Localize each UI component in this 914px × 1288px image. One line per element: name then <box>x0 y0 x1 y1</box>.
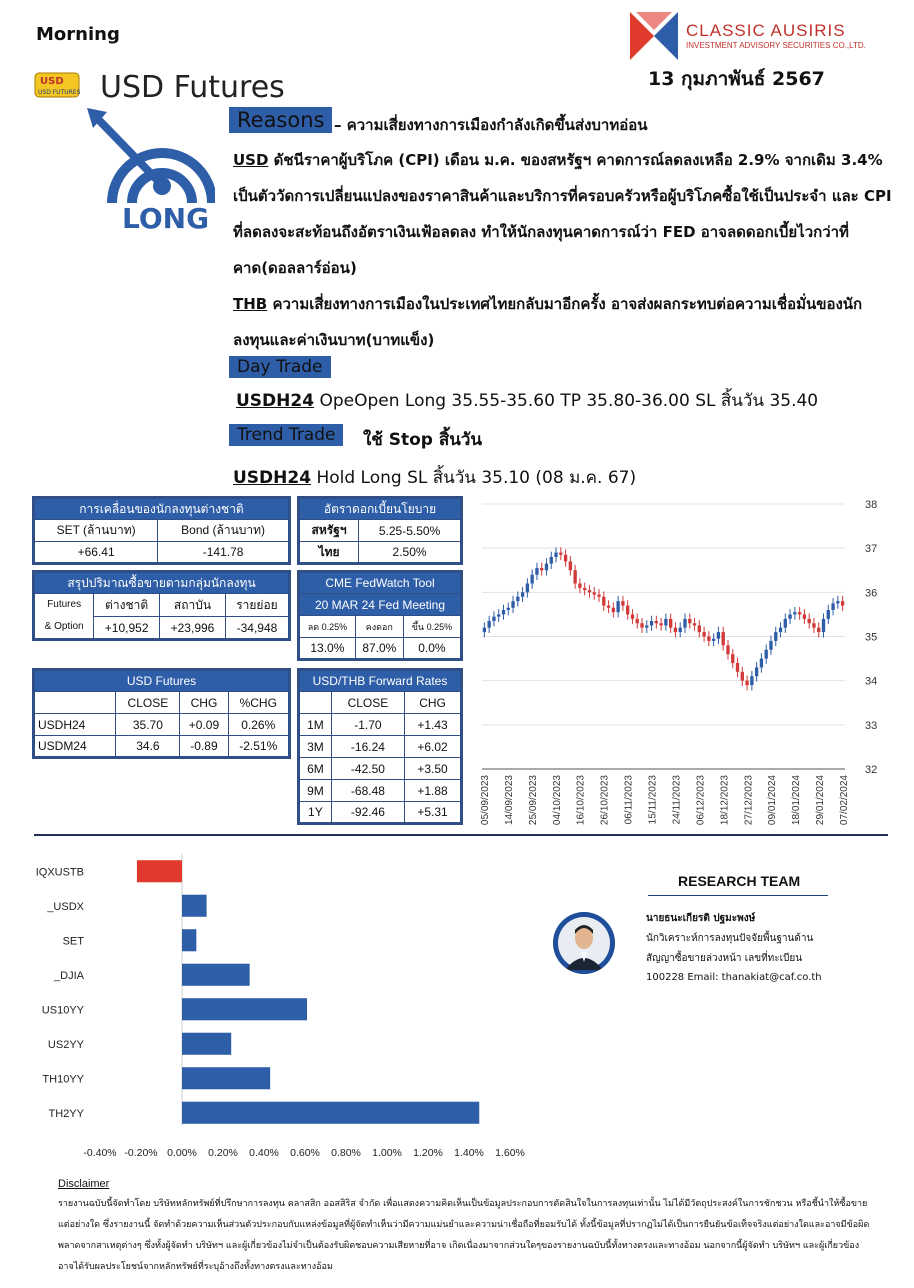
bar-chart-bar <box>182 929 196 951</box>
candle-body <box>502 610 505 614</box>
candle-body <box>650 621 653 625</box>
foreign-flow-value: +66.41 <box>34 542 158 564</box>
table-row <box>299 714 462 736</box>
candle-body <box>530 575 533 584</box>
foreign-flow-value: -141.78 <box>158 542 290 564</box>
forward-rates-chg: +3.50 <box>405 758 462 780</box>
bar-chart-category-label: IQXUSTB <box>35 866 84 879</box>
foreign-flow-header: SET (ล้านบาท) <box>34 520 158 542</box>
researcher-name: นายธนะเกียรติ ปฐมะพงษ์ <box>646 913 756 924</box>
forward-rates-tenor: 1Y <box>299 802 332 824</box>
chart-x-tick-label: 06/12/2023 <box>695 775 707 826</box>
candle-body <box>683 619 686 628</box>
candle-body <box>707 637 710 641</box>
bar-chart-bar <box>182 1033 231 1055</box>
candle-body <box>726 645 729 654</box>
researcher-role: นักวิเคราะห์การลงทุนปัจจัยพื้นฐานด้าน <box>646 933 814 944</box>
usd-futures-close: 35.70 <box>116 714 180 736</box>
bar-chart-bar <box>182 895 207 917</box>
avatar <box>553 912 615 974</box>
candle-body <box>578 584 581 588</box>
forward-rates-chg: +1.43 <box>405 714 462 736</box>
candle-body <box>545 564 548 571</box>
investor-summary-value: -34,948 <box>225 617 289 640</box>
bar-chart-x-tick-label: 0.80% <box>331 1147 361 1159</box>
fedwatch-table <box>297 570 463 661</box>
report-date: 13 กุมภาพันธ์ 2567 <box>648 68 825 90</box>
trend-trade-text: Hold Long SL สิ้นวัน 35.10 (08 ม.ค. 67) <box>311 468 637 488</box>
bar-chart-category-label: TH2YY <box>48 1107 84 1120</box>
forward-rates-tenor: 9M <box>299 780 332 802</box>
usd-futures-symbol: USDM24 <box>34 736 116 758</box>
thb-reason-paragraph <box>233 286 893 358</box>
candle-body <box>722 632 725 645</box>
candle-body <box>621 601 624 605</box>
candle-body <box>808 619 811 623</box>
chart-x-tick-label: 14/09/2023 <box>503 775 515 826</box>
fedwatch-header: คงดอก <box>355 616 403 638</box>
candle-body <box>487 621 490 628</box>
candle-body <box>798 612 801 614</box>
chart-x-tick-label: 15/11/2023 <box>647 775 659 825</box>
usd-futures-pctchg: 0.26% <box>228 714 289 736</box>
bar-chart-bar <box>182 964 250 986</box>
candle-body <box>702 632 705 636</box>
fedwatch-value: 13.0% <box>299 638 356 660</box>
investor-summary-header: ต่างชาติ <box>94 594 160 617</box>
candle-body <box>559 553 562 555</box>
investor-summary-row-label-1: Futures <box>47 599 82 610</box>
chart-y-tick-label: 33 <box>865 719 878 732</box>
chart-x-tick-label: 05/09/2023 <box>480 775 491 826</box>
candle-body <box>827 610 830 619</box>
candle-body <box>659 623 662 625</box>
usd-futures-chg: +0.09 <box>180 714 228 736</box>
investor-summary-title: สรุปปริมาณซื้อขายตามกลุ่มนักลงทุน <box>34 572 290 594</box>
candle-body <box>602 597 605 606</box>
investor-summary-row-label <box>34 594 94 640</box>
candle-body <box>765 650 768 659</box>
forward-rates-tenor: 3M <box>299 736 332 758</box>
candle-body <box>612 608 615 612</box>
candle-body <box>674 628 677 632</box>
researcher-role-2: สัญญาซื้อขายล่วงหน้า เลขที่ทะเบียน <box>646 953 803 964</box>
usd-futures-symbol: USDH24 <box>34 714 116 736</box>
chart-x-tick-label: 18/01/2024 <box>791 775 803 826</box>
candle-body <box>831 603 834 610</box>
bar-chart-bar <box>182 1067 270 1089</box>
usd-futures-header <box>34 692 116 714</box>
forward-rates-close: -92.46 <box>331 802 404 824</box>
usd-futures-badge-icon <box>34 70 80 100</box>
table-row <box>299 780 462 802</box>
fedwatch-value: 87.0% <box>355 638 403 660</box>
fedwatch-header: ลด 0.25% <box>299 616 356 638</box>
candle-body <box>597 595 600 597</box>
forward-rates-header: CLOSE <box>331 692 404 714</box>
bar-chart-category-label: SET <box>62 935 84 948</box>
research-team-title: RESEARCH TEAM <box>678 873 801 889</box>
candle-body <box>569 561 572 570</box>
candle-body <box>593 592 596 594</box>
bar-chart-x-tick-label: 1.20% <box>413 1147 443 1159</box>
day-trade-line <box>236 387 818 414</box>
bar-chart-x-tick-label: 1.40% <box>454 1147 484 1159</box>
candle-body <box>640 623 643 627</box>
foreign-flow-header: Bond (ล้านบาท) <box>158 520 290 542</box>
candle-body <box>741 672 744 681</box>
candle-body <box>626 606 629 615</box>
chart-x-tick-label: 27/12/2023 <box>743 775 755 826</box>
bar-chart-x-tick-label: 1.60% <box>495 1147 525 1159</box>
chart-x-tick-label: 26/10/2023 <box>599 775 611 826</box>
day-trade-tag: Day Trade <box>229 356 331 378</box>
chart-y-tick-label: 35 <box>865 631 878 644</box>
usd-reason-text: ดัชนีราคาผู้บริโภค (CPI) เดือน ม.ค. ของสหรัฐฯ คาดการณ์ลดลงเหลือ 2.9% จากเดิม 3.4% เป็นตัววัดการเปลี่ยนแปลงของราคาสินค้าและบริการที่ครอบครัวหรือผู้บริโภคซื้อใช้เป็นประจำ และ CPI ที่ลดลงจะสะท้อนถึงอัตราเงินเฟ้อลดลง ทำให้นักลงทุนคาดการณ์ว่า FED อาจลดดอกเบี้ยไวกว่าที่คาด(ดอลลาร์อ่อน) <box>233 151 892 277</box>
usd-futures-chg: -0.89 <box>180 736 228 758</box>
usd-futures-header: CLOSE <box>116 692 180 714</box>
bar-chart-x-tick-label: 1.00% <box>372 1147 402 1159</box>
forward-rates-title: USD/THB Forward Rates <box>299 670 462 692</box>
candle-body <box>788 614 791 618</box>
chart-x-tick-label: 04/10/2023 <box>551 775 563 826</box>
chart-x-tick-label: 16/10/2023 <box>575 775 587 826</box>
candle-body <box>836 601 839 603</box>
bar-chart-x-tick-label: 0.20% <box>208 1147 238 1159</box>
researcher-contact: 100228 Email: thanakiat@caf.co.th <box>646 972 822 983</box>
candle-body <box>511 601 514 608</box>
policy-rate-country: ไทย <box>299 542 359 564</box>
candle-body <box>507 608 510 610</box>
investor-summary-row-label-2: & Option <box>44 621 84 632</box>
usd-futures-table <box>32 668 291 759</box>
candle-body <box>573 570 576 583</box>
bar-chart-x-tick-label: 0.60% <box>290 1147 320 1159</box>
usd-candlestick-chart <box>470 492 890 834</box>
trend-trade-tag: Trend Trade <box>229 424 343 446</box>
forward-rates-chg: +6.02 <box>405 736 462 758</box>
usd-futures-table-title: USD Futures <box>34 670 290 692</box>
table-row <box>299 758 462 780</box>
bar-chart-category-label: _DJIA <box>54 969 84 982</box>
day-trade-symbol: USDH24 <box>236 391 315 411</box>
candle-body <box>841 601 844 605</box>
brand-subtitle: INVESTMENT ADVISORY SECURITIES CO.,LTD. <box>686 41 866 50</box>
chart-y-tick-label: 38 <box>865 499 878 511</box>
candle-body <box>526 584 529 593</box>
bar-chart-category-label: _USDX <box>47 900 84 913</box>
candle-body <box>817 628 820 632</box>
usd-futures-header: %CHG <box>228 692 289 714</box>
forward-rates-chg: +5.31 <box>405 802 462 824</box>
reasons-tag: Reasons <box>229 107 332 133</box>
target-icon <box>85 108 215 208</box>
candle-body <box>693 623 696 625</box>
usd-futures-pctchg: -2.51% <box>228 736 289 758</box>
bar-chart-x-tick-label: -0.40% <box>83 1147 117 1159</box>
day-trade-text: OpeOpen Long 35.55-35.60 TP 35.80-36.00 SL สิ้นวัน 35.40 <box>314 391 819 411</box>
candle-body <box>698 625 701 632</box>
policy-rate-table <box>297 496 463 565</box>
candle-body <box>521 592 524 596</box>
forward-rates-close: -42.50 <box>331 758 404 780</box>
candle-body <box>483 628 486 632</box>
candle-body <box>760 659 763 668</box>
usd-reason-paragraph <box>233 142 893 286</box>
chart-x-tick-label: 09/01/2024 <box>767 775 779 826</box>
table-row <box>299 736 462 758</box>
forward-rates-header <box>299 692 332 714</box>
candle-body <box>540 568 543 570</box>
candle-body <box>607 606 610 608</box>
candle-body <box>688 619 691 623</box>
candle-body <box>779 628 782 632</box>
chart-x-tick-label: 29/01/2024 <box>815 775 827 826</box>
forward-rates-table <box>297 668 463 825</box>
thb-key: THB <box>233 295 268 313</box>
investor-summary-value: +10,952 <box>94 617 160 640</box>
usd-futures-close: 34.6 <box>116 736 180 758</box>
trend-trade-symbol: USDH24 <box>233 468 312 488</box>
brand-name: CLASSIC AUSIRIS <box>686 21 846 40</box>
forward-rates-tenor: 1M <box>299 714 332 736</box>
bar-chart-x-tick-label: 0.40% <box>249 1147 279 1159</box>
table-row <box>34 736 290 758</box>
investor-summary-value: +23,996 <box>160 617 226 640</box>
candle-body <box>616 601 619 612</box>
candle-body <box>631 614 634 618</box>
investor-summary-header: สถาบัน <box>160 594 226 617</box>
reasons-headline: – ความเสี่ยงทางการเมืองกำลังเกิดขึ้นส่งบาทอ่อน <box>334 116 648 134</box>
forward-rates-chg: +1.88 <box>405 780 462 802</box>
forward-rates-close: -1.70 <box>331 714 404 736</box>
candle-body <box>822 619 825 632</box>
candle-body <box>717 632 720 639</box>
candle-body <box>755 667 758 676</box>
fedwatch-value: 0.0% <box>403 638 461 660</box>
usd-key: USD <box>233 151 269 169</box>
forward-rates-header: CHG <box>405 692 462 714</box>
candle-body <box>803 614 806 618</box>
candle-body <box>497 614 500 616</box>
chart-x-tick-label: 07/02/2024 <box>839 775 850 826</box>
candle-body <box>669 619 672 628</box>
candle-body <box>554 553 557 557</box>
signal-label: LONG <box>122 202 210 235</box>
candle-body <box>564 555 567 562</box>
candle-body <box>550 557 553 564</box>
disclaimer-title: Disclaimer <box>58 1178 110 1190</box>
bar-chart-bar <box>182 998 307 1020</box>
candle-body <box>769 641 772 650</box>
fedwatch-header: ขึ้น 0.25% <box>403 616 461 638</box>
session-label: Morning <box>36 24 120 45</box>
candle-body <box>636 619 639 623</box>
candle-body <box>645 625 648 627</box>
bar-chart-bar <box>182 1102 479 1124</box>
candle-body <box>588 590 591 592</box>
chart-x-tick-label: 25/09/2023 <box>527 775 539 826</box>
candle-body <box>664 619 667 626</box>
forward-rates-close: -16.24 <box>331 736 404 758</box>
chart-y-tick-label: 37 <box>865 543 878 556</box>
research-team-rule <box>648 895 828 896</box>
chart-y-tick-label: 36 <box>865 587 878 600</box>
candle-body <box>679 628 682 632</box>
candle-body <box>750 676 753 685</box>
svg-text:USD: USD <box>40 76 64 87</box>
candle-body <box>774 632 777 641</box>
chart-y-tick-label: 34 <box>865 675 878 688</box>
foreign-flow-table <box>32 496 291 565</box>
usd-futures-header: CHG <box>180 692 228 714</box>
candle-body <box>736 663 739 672</box>
thb-reason-text: ความเสี่ยงทางการเมืองในประเทศไทยกลับมาอีกครั้ง อาจส่งผลกระทบต่อความเชื่อมั่นของนักลงทุนและค่าเงินบาท(บาทแข็ง) <box>233 295 863 349</box>
disclaimer-text: รายงานฉบับนี้จัดทำโดย บริษัทหลักทรัพย์ที่ปรึกษาการลงทุน คลาสสิก ออสสิริส จำกัด เพื่อแสดงความคิดเห็นเป็นข้อมูลประกอบการตัดสินใจในการลงทุนเท่านั้น ไม่ได้มีวัตถุประสงค์ในการชักชวน หรือชี้นำให้ซื้อขายแต่อย่างใด ซึ่งรายงานนี้ จัดทำด้วยความเห็นส่วนตัวประกอบกับแหล่งข้อมูลที่ผู้จัดทำเห็นว่ามีความแม่นยำและความน่าเชื่อถือที่ยอมรับได้ ทั้งนี้ข้อมูลที่ปรากฏไม่ได้เป็นการยืนยันข้อเท็จจริงแต่อย่างใดและอาจมีข้อผิดพลาดจากสาเหตุต่างๆ ซึ่งทั้งผู้จัดทำ บริษัทฯ และผู้เกี่ยวข้องไม่จำเป็นต้องรับผิดชอบความเสียหายที่อาจ เกิดเนื่องมาจากส่วนใดๆของรายงานฉบับนี้ทั้งทางตรงและทางอ้อม นอกจากนี้ผู้จัดทำ บริษัทฯ และผู้เกี่ยวข้อง อาจได้รับผลประโยชน์จากหลักทรัพย์ที่ระบุอ้างถึงทั้งทางตรงและทางอ้อม <box>58 1199 870 1272</box>
candle-body <box>745 681 748 685</box>
candle-body <box>731 654 734 663</box>
fedwatch-subtitle: 20 MAR 24 Fed Meeting <box>299 594 462 616</box>
candle-body <box>793 612 796 614</box>
chart-x-tick-label: 24/11/2023 <box>671 775 683 825</box>
policy-rate-value: 5.25-5.50% <box>359 520 462 542</box>
candle-body <box>712 639 715 641</box>
policy-rate-country: สหรัฐฯ <box>299 520 359 542</box>
candle-body <box>784 619 787 628</box>
trend-trade-note: ใช้ Stop สิ้นวัน <box>363 430 483 450</box>
candle-body <box>492 617 495 621</box>
forward-rates-tenor: 6M <box>299 758 332 780</box>
table-row <box>34 714 290 736</box>
chart-y-tick-label: 32 <box>865 764 878 776</box>
bar-chart-category-label: TH10YY <box>42 1073 84 1086</box>
candle-body <box>812 623 815 627</box>
bar-chart-category-label: US10YY <box>41 1004 84 1017</box>
candle-body <box>583 588 586 590</box>
table-row <box>299 802 462 824</box>
bar-chart-category-label: US2YY <box>47 1038 84 1051</box>
fedwatch-title: CME FedWatch Tool <box>299 572 462 594</box>
bar-chart-x-tick-label: -0.20% <box>124 1147 158 1159</box>
bar-chart-bar <box>137 860 182 882</box>
investor-summary-table <box>32 570 291 641</box>
brand-logo-icon <box>630 12 678 60</box>
bar-chart-x-tick-label: 0.00% <box>167 1147 197 1159</box>
policy-rate-title: อัตราดอกเบี้ยนโยบาย <box>299 498 462 520</box>
trend-trade-line <box>233 464 636 491</box>
section-divider <box>34 834 888 836</box>
policy-rate-value: 2.50% <box>359 542 462 564</box>
usd-futures-badge-text: USD FUTURES <box>38 89 80 96</box>
forward-rates-close: -68.48 <box>331 780 404 802</box>
candle-body <box>535 568 538 575</box>
investor-summary-header: รายย่อย <box>225 594 289 617</box>
foreign-flow-title: การเคลื่อนของนักลงทุนต่างชาติ <box>34 498 290 520</box>
candle-body <box>655 621 658 623</box>
chart-x-tick-label: 18/12/2023 <box>719 775 731 826</box>
page-title: USD Futures <box>100 70 285 105</box>
candle-body <box>516 597 519 601</box>
chart-x-tick-label: 06/11/2023 <box>623 775 635 825</box>
market-change-bar-chart <box>20 848 530 1160</box>
